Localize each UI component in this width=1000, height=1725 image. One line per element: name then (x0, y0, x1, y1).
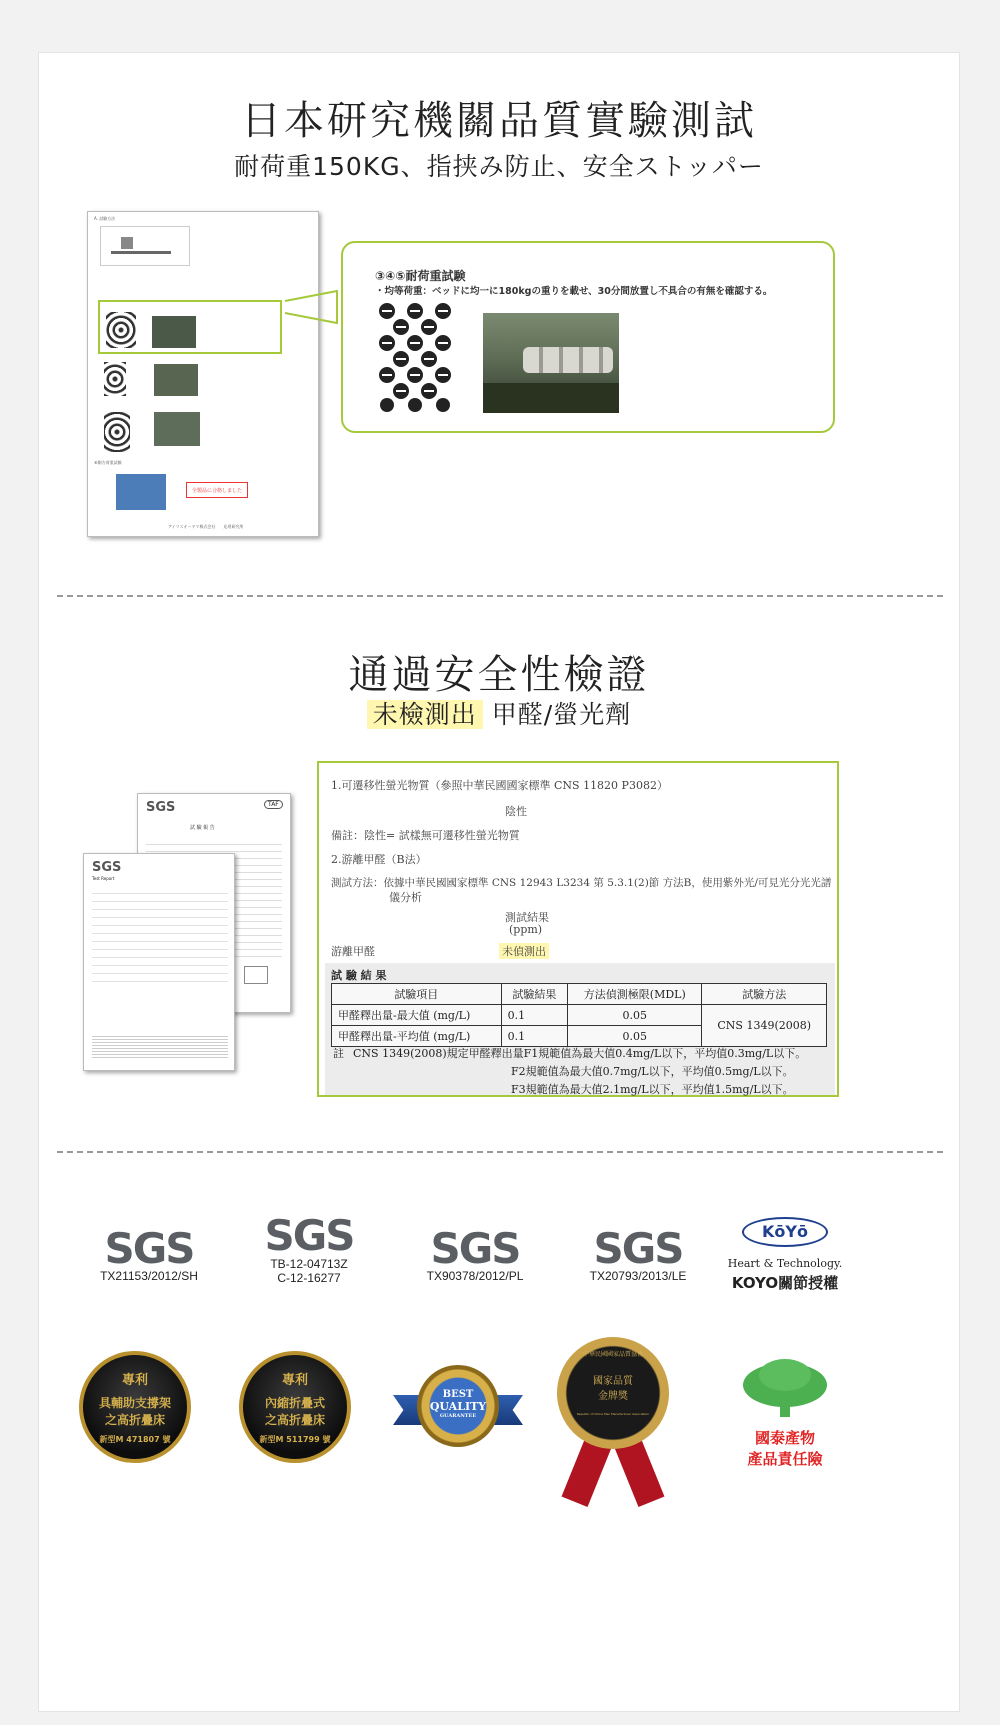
sgs-cert-3: SGS TX90378/2012/PL (426, 1224, 524, 1283)
sgs-cert-4: SGS TX20793/2013/LE (589, 1224, 687, 1283)
diagram-illustration (100, 226, 190, 266)
taf-logo: TAF (264, 800, 283, 809)
koyo-logo: KōYō (742, 1217, 828, 1247)
sgs-report-front: SGS Test Report (83, 853, 235, 1071)
pass-stamp: 全製品に合格しました (186, 482, 248, 498)
section2-subtitle (39, 695, 959, 731)
table-row: 甲醛釋出量-最大值 (mg/L) 0.1 0.05 CNS 1349(2008) (332, 1005, 827, 1026)
section1-title: 日本研究機關品質實驗測試 (241, 98, 757, 144)
result-table-scan: 試 驗 結 果 試驗項目 試驗結果 方法偵測極限(MDL) 試驗方法 甲醛釋出量-最大值 (mg/L) 0.1 0.05 CNS 1349(2008) 甲醛釋出量-平均值 (mg/L) 0.1 0.05 註 CNS 1349(2008)規定甲醛釋出量F1規範值為最大值0.4mg/L以下，平均值0.3mg/L以下。 F2規範值為最大值0.7mg/L以下，平均值0.5mg/L以下。 F3規範值為最大值2.1mg/L以下，平均值1.5mg/L以下。 (325, 963, 835, 1095)
weight-layout-diagram (377, 301, 453, 413)
sgs-report-excerpt: 1.可遷移性螢光物質（參照中華民國國家標準 CNS 11820 P3082） 陰性 備註：陰性= 試樣無可遷移性螢光物質 2.游離甲醛（B法） 測試方法：依據中華民國國家標準 CNS 12943 L3234 第 5.3.1(2)節 方法B，使用紫外光/可見光分光光譜 儀分析 測試結果 (ppm) 游離甲醛 未偵測出 試 驗 結 果 試驗項目 試驗結果 方法偵測極限(MDL) 試驗方法 甲醛釋出量-最大值 (mg/L) 0.1 0.05 CNS 1349(2008) 甲醛釋出量-平均值 (mg/L) 0.1 0.05 註 CNS 1349(2008)規定甲醛釋出量F1規範值為最大值0.4mg/L以下，平均值0.3mg/L以下。 F2規範值為最大值0.7mg/L以下，平均值0.5mg/L以下。 F3規範值為最大值2.1mg/L以下，平均值1.5mg/L以下。 (317, 761, 839, 1097)
table-row: 甲醛釋出量-平均值 (mg/L) 0.1 0.05 (332, 1026, 827, 1047)
load-test-photo (483, 313, 619, 413)
callout-connector (265, 283, 345, 333)
lab-photo (116, 474, 166, 510)
sgs-cert-1: SGS TX21153/2012/SH (100, 1224, 198, 1283)
highlight-not-detected: 未檢測出 (367, 700, 483, 729)
callout-text: ・均等荷重：ベッドに均一に180kgの重りを載せ、30分間放置し不具合の有無を確認する。 (375, 286, 773, 297)
best-quality-badge: BEST QUALITY GUARANTEE (393, 1365, 523, 1451)
section2-title: 通過安全性檢證 (348, 652, 650, 698)
gold-award-badge: 中華民國國家品質協會 國家品質 金牌獎 Republic of China Mac Manufacturer Association (557, 1337, 669, 1507)
sgs-report-back: SGS TAF 試 驗 報 告 (137, 793, 291, 1013)
section1-subtitle: 耐荷重150KG、指挟み防止、安全ストッパー (234, 152, 764, 181)
sgs-cert-2: SGS TB-12-04713Z C-12-16277 (264, 1211, 354, 1285)
subtitle-rest: 甲醛/螢光劑 (491, 700, 632, 729)
lab-test-document: A. 試験方法 ⑥側方荷重試験 全製品に合格しました アイリスオーヤマ株式会社 応用研究所 (87, 211, 319, 537)
highlighted-test-section (98, 300, 282, 354)
content-card (38, 52, 960, 1712)
formaldehyde-not-detected: 未偵測出 (499, 943, 549, 959)
koyo-cert: KōYō Heart & Technology. KOYO關節授權 (715, 1217, 855, 1293)
patent-badge-1: 專利 具輔助支撐架 之高折疊床 新型M 471807 號 (79, 1351, 191, 1463)
section-divider-2 (57, 1151, 943, 1153)
cathay-tree-icon (740, 1357, 830, 1419)
section-divider-1 (57, 595, 943, 597)
load-test-callout (341, 241, 835, 433)
doc-footer: アイリスオーヤマ株式会社 応用研究所 (168, 524, 244, 529)
result-table: 試驗項目 試驗結果 方法偵測極限(MDL) 試驗方法 甲醛釋出量-最大值 (mg/L) 0.1 0.05 CNS 1349(2008) 甲醛釋出量-平均值 (mg/L) 0.1 0.05 (331, 983, 827, 1047)
callout-heading: ③④⑤耐荷重試験 (375, 269, 466, 283)
patent-badge-2: 專利 內縮折疊式 之高折疊床 新型M 511799 號 (239, 1351, 351, 1463)
cathay-insurance: 國泰產物 產品責任險 (715, 1357, 855, 1469)
